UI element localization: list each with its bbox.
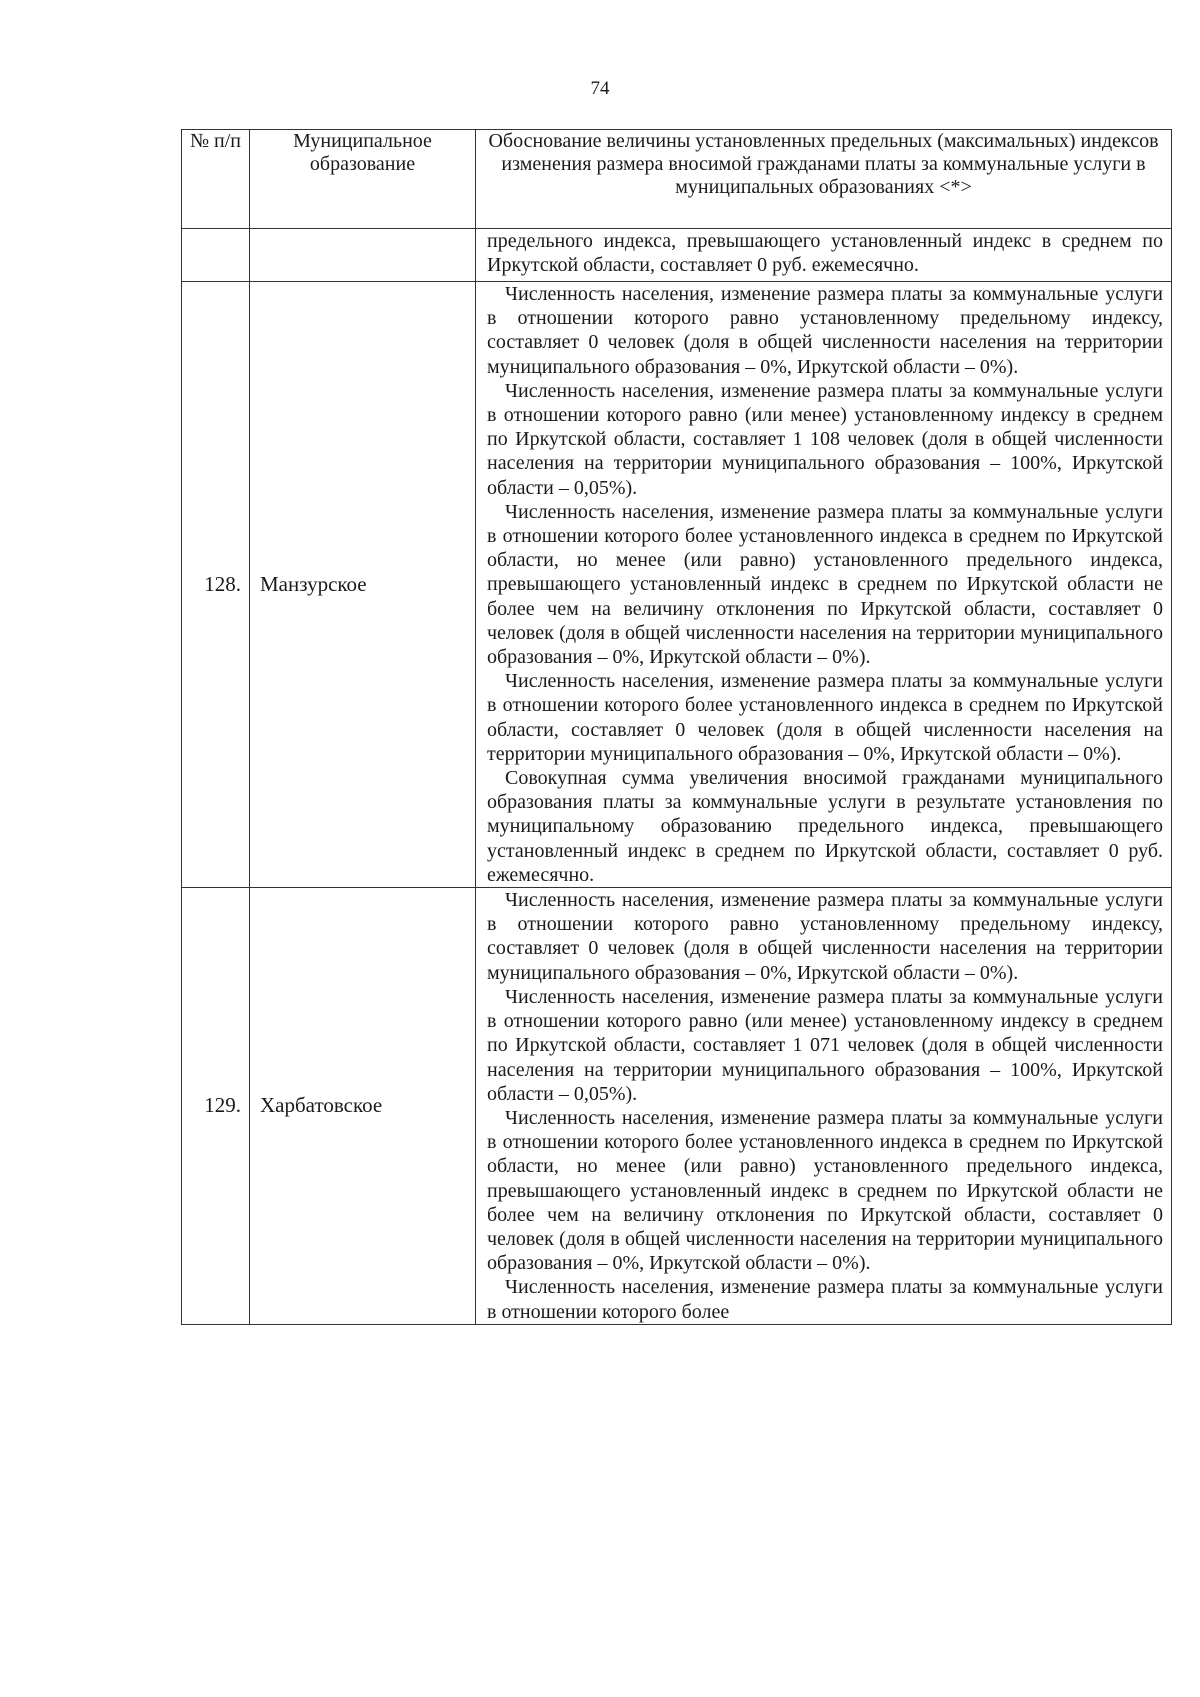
justification-paragraph: Численность населения, изменение размера платы за коммунальные услуги в отношении которого более установленного индекса в среднем по Иркутской области, составляет 0 человек (доля в общей численности населения на территории муниципального образования – 0%, Иркутской области – 0%).	[487, 670, 1163, 765]
justification-paragraph: Численность населения, изменение размера платы за коммунальные услуги в отношении которого равно установленному предельному индексу, составляет 0 человек (доля в общей численности населения на территории муниципального образования – 0%, Иркутской области – 0%).	[487, 889, 1163, 984]
table-header	[182, 130, 1172, 229]
justification-paragraph: Совокупная сумма увеличения вносимой гражданами муниципального образования платы за коммунальные услуги в результате установления по муниципальному образованию предельного индекса, превышающего установленный индекс в среднем по Иркутской области, составляет 0 руб. ежемесячно.	[487, 767, 1163, 886]
row-number	[182, 229, 250, 282]
row-number: 129.	[182, 888, 250, 1325]
row-municipality: Манзурское	[250, 282, 476, 888]
header-justification: Обоснование величины установленных предельных (максимальных) индексов изменения размера вносимой гражданами платы за коммунальные услуги в муниципальных образованиях <*>	[476, 130, 1172, 229]
justification-paragraph: Численность населения, изменение размера платы за коммунальные услуги в отношении которого более установленного индекса в среднем по Иркутской области, но менее (или равно) установленного предельного индекса, превышающего установленный индекс в среднем по Иркутской области не более чем на величину отклонения по Иркутской области, составляет 0 человек (доля в общей численности населения на территории муниципального образования – 0%, Иркутской области – 0%).	[487, 500, 1163, 669]
row-municipality	[250, 229, 476, 282]
justification-paragraph: Численность населения, изменение размера платы за коммунальные услуги в отношении которого равно (или менее) установленному индексу в среднем по Иркутской области, составляет 1 071 человек (доля в общей численности населения на территории муниципального образования – 100%, Иркутской области – 0,05%).	[487, 985, 1163, 1105]
row-number: 128.	[182, 282, 250, 888]
row-justification	[476, 888, 1172, 1325]
table-row	[182, 888, 1172, 1325]
header-num: № п/п	[182, 130, 250, 229]
row-justification	[476, 282, 1172, 888]
table-row	[182, 282, 1172, 888]
row-municipality: Харбатовское	[250, 888, 476, 1325]
row-justification	[476, 229, 1172, 282]
table-row-continued	[182, 229, 1172, 282]
justification-paragraph: Численность населения, изменение размера платы за коммунальные услуги в отношении которого равно установленному предельному индексу, составляет 0 человек (доля в общей численности населения на территории муниципального образования – 0%, Иркутской области – 0%).	[487, 283, 1163, 378]
justification-paragraph: Численность населения, изменение размера платы за коммунальные услуги в отношении которого равно (или менее) установленному индексу в среднем по Иркутской области, составляет 1 108 человек (доля в общей численности населения на территории муниципального образования – 100%, Иркутской области – 0,05%).	[487, 379, 1163, 499]
page-number: 74	[590, 78, 610, 99]
justification-paragraph: Численность населения, изменение размера платы за коммунальные услуги в отношении которого более	[487, 1276, 1163, 1323]
justification-table	[181, 129, 1172, 1325]
header-municipality: Муниципальное образование	[250, 130, 476, 229]
justification-paragraph: Численность населения, изменение размера платы за коммунальные услуги в отношении которого более установленного индекса в среднем по Иркутской области, но менее (или равно) установленного предельного индекса, превышающего установленный индекс в среднем по Иркутской области не более чем на величину отклонения по Иркутской области, составляет 0 человек (доля в общей численности населения на территории муниципального образования – 0%, Иркутской области – 0%).	[487, 1106, 1163, 1275]
justification-paragraph: предельного индекса, превышающего установленный индекс в среднем по Иркутской области, составляет 0 руб. ежемесячно.	[487, 230, 1163, 277]
